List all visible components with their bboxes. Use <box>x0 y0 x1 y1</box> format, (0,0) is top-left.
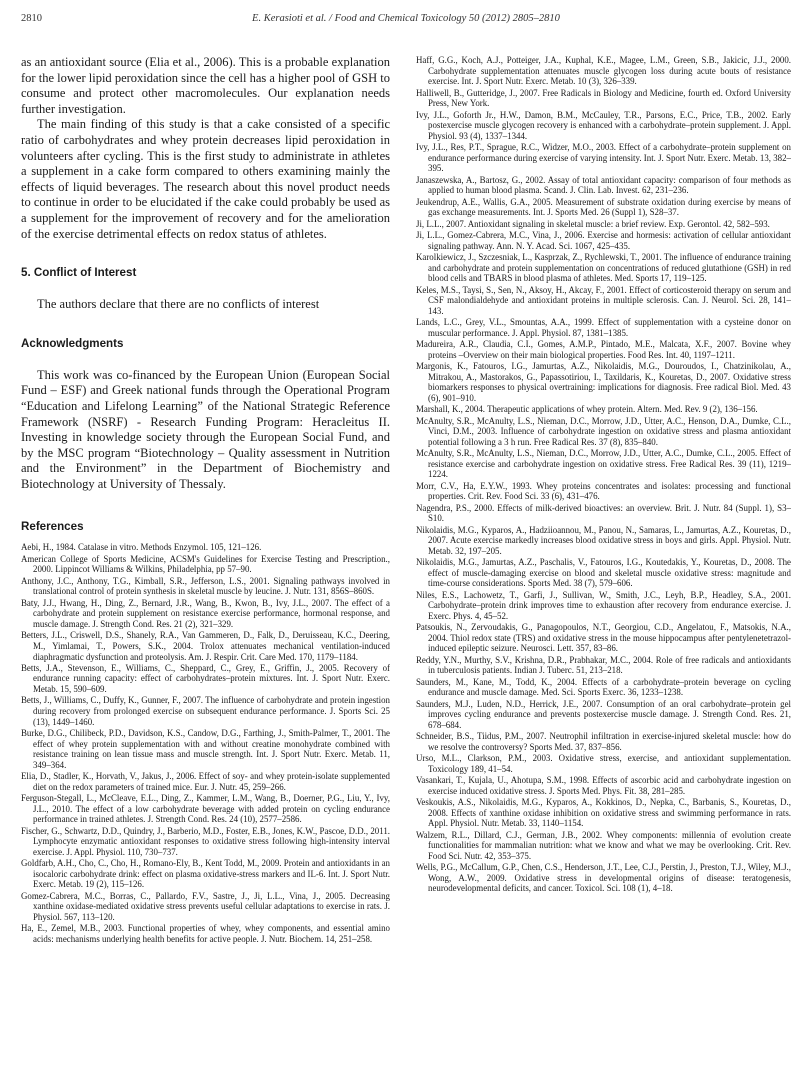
reference-item: Ji, L.L., Gomez-Cabrera, M.C., Vina, J., 2006. Exercise and hormesis: activation of cellular antioxidant signaling pathway. Ann. N. Y. Acad. Sci. 1067, 425–435. <box>416 229 791 251</box>
reference-item: Saunders, M.J., Luden, N.D., Herrick, J.E., 2007. Consumption of an oral carbohydrate–protein gel improves cycling endurance and prevents postexercise muscle damage. J. Strength Cond. Res. 21, 678–684. <box>416 698 791 730</box>
reference-item: Gomez-Cabrera, M.C., Borras, C., Pallardo, F.V., Sastre, J., Ji, L.L., Vina, J., 2005. Decreasing xanthine oxidase-mediated oxidative stress prevents useful cellular adaptations to exercise in rats. J. Physiol. 567, 113–120. <box>21 890 390 922</box>
reference-item: Betts, J.A., Stevenson, E., Williams, C., Sheppard, C., Grey, E., Griffin, J., 2005. Recovery of endurance running capacity: effect of carbohydrates–protein mixtures. Int. J. Sport Nutr. Exerc. Metab. 15, 590–609. <box>21 662 390 695</box>
reference-item: Fischer, G., Schwartz, D.D., Quindry, J., Barberio, M.D., Foster, E.B., Jones, K.W., Pascoe, D.D., 2011. Lymphocyte enzymatic antioxidant responses to oxidative stress following high-intensity interval exercise. J. Appl. Physiol. 110, 730–737. <box>21 825 390 857</box>
reference-item: Ji, L.L., 2007. Antioxidant signaling in skeletal muscle: a brief review. Exp. Gerontol. 42, 582–593. <box>416 218 770 229</box>
reference-item: Burke, D.G., Chilibeck, P.D., Davidson, K.S., Candow, D.G., Farthing, J., Smith-Palmer, T., 2001. The effect of whey protein supplementation with and without creatine monohydrate combined with resistance training on lean tissue mass and muscle strength. Int. J. Sport Nutr. Exerc. Metab. 11, 349–364. <box>21 728 390 770</box>
page-header <box>21 13 791 31</box>
reference-item: Aebi, H., 1984. Catalase in vitro. Methods Enzymol. 105, 121–126. <box>21 542 262 553</box>
reference-item: Halliwell, B., Gutteridge, J., 2007. Free Radicals in Biology and Medicine, fourth ed. Oxford University Press, New York. <box>416 87 791 109</box>
right-column <box>416 55 791 945</box>
reference-item: Niles, E.S., Lachowetz, T., Garfi, J., Sullivan, W., Smith, J.C., Leyh, B.P., Headley, S.A., 2001. Carbohydrate–protein drink improves time to exhaustion after recovery from endurance exercise. J. Exerc. Phys. 4, 45–52. <box>416 589 791 621</box>
reference-list-right <box>416 55 791 894</box>
conflict-text: The authors declare that there are no conflicts of interest <box>37 297 320 312</box>
reference-item: Karolkiewicz, J., Szczesniak, L., Kasprzak, Z., Rychlewski, T., 2001. The influence of endurance training and carbohydrate and protein supplementation on concentrations of reduced glutathione (GSH) in red blood cells and TBARS in blood plasma of athletes. Med. Sports 17, 119–125. <box>416 251 791 284</box>
body-paragraph: The main finding of this study is that a cake consisted of a specific ratio of carbohydrates and whey protein decreases lipid peroxidation in volunteers after cycling. This is the first study to administrate in athletes a supplement in a cake form compared to others examining mainly the effects of liquid beverages. The research about this novel product needs to continue in order to be elucidated if the cake could probably be used as a supplement for the improvement of recovery and for the amelioration of the exercise detrimental effects on redox status of athletes. <box>21 117 390 241</box>
reference-item: Reddy, Y.N., Murthy, S.V., Krishna, D.R., Prabhakar, M.C., 2004. Role of free radicals and antioxidants in tuberculosis patients. Indian J. Tuberc. 51, 213–218. <box>416 654 791 676</box>
reference-item: American College of Sports Medicine, ACSM's Guidelines for Exercise Testing and Prescription., 2000. Lippincot Williams & Wilkins, Philadelphia, pp 57–90. <box>21 553 390 575</box>
reference-item: Ivy, J.L., Goforth Jr., H.W., Damon, B.M., McCauley, T.R., Parsons, E.C., Price, T.B., 2002. Early postexercise muscle glycogen recovery is enhanced with a carbohydrate–protein supplement. J. Appl. Physiol. 93 (4), 1337–1344. <box>416 109 791 141</box>
reference-item: Morr, C.V., Ha, E.Y.W., 1993. Whey proteins concentrates and isolates: processing and functional properties. Crit. Rev. Food Sci. 33 (6), 431–476. <box>416 480 791 502</box>
reference-item: Ferguson-Stegall, L., McCleave, E.L., Ding, Z., Kammer, L.M., Wang, B., Doerner, P.G., Liu, Y., Ivy, J.L., 2010. The effect of a low carbohydrate beverage with added protein on cycling endurance performance in trained athletes. J. Strength Cond. Res. 24 (10), 2577–2586. <box>21 793 390 825</box>
reference-item: Nikolaidis, M.G., Jamurtas, A.Z., Paschalis, V., Fatouros, I.G., Koutedakis, Y., Kouretas, D., 2008. The effect of muscle-damaging exercise on blood and skeletal muscle oxidative stress: magnitude and time-course considerations. Sports Med. 38 (7), 579–606. <box>416 557 791 589</box>
left-column <box>21 55 390 945</box>
reference-item: Margonis, K., Fatouros, I.G., Jamurtas, A.Z., Nikolaidis, M.G., Douroudos, I., Chatzinikolau, A., Mitrakou, A., Mastorakos, G., Papassotiriou, I., Taxildaris, K., Kouretas, D., 2007. Oxidative stress biomarkers responses to physical overtraining: implications for diagnosis. Free radical Biol. Med. 43 (6), 901–910. <box>416 361 791 403</box>
reference-item: McAnulty, S.R., McAnulty, L.S., Nieman, D.C., Morrow, J.D., Utter, A.C., Henson, D.A., Dumke, C.L., Vinci, D.M., 2003. Influence of carbohydrate ingestion on oxidative stress and plasma antioxidant potential following a 3 h run. Free Radical Res. 37 (8), 835–840. <box>416 415 791 447</box>
reference-item: Betters, J.L., Criswell, D.S., Shanely, R.A., Van Gammeren, D., Falk, D., Deruisseau, K.C., Deering, M., Yimlamai, T., Powers, S.K., 2004. Trolox attenuates mechanical ventilation-induced diaphragmatic dysfunction and proteolysis. Am. J. Respir. Crit. Care Med. 170, 1179–1184. <box>21 630 390 662</box>
two-column-body <box>21 55 791 945</box>
reference-item: Anthony, J.C., Anthony, T.G., Kimball, S.R., Jefferson, L.S., 2001. Signaling pathways involved in translational control of protein synthesis in skeletal muscle by leucine. J. Nutr. 131, 856S–860S. <box>21 575 390 597</box>
acknowledgments-heading: Acknowledgments <box>21 336 124 350</box>
reference-item: Lands, L.C., Grey, V.L., Smountas, A.A., 1999. Effect of supplementation with a cysteine donor on muscular performance. J. Appl. Physiol. 87, 1381–1385. <box>416 317 791 338</box>
conflict-heading: 5. Conflict of Interest <box>21 266 137 280</box>
reference-item: Baty, J.J., Hwang, H., Ding, Z., Bernard, J.R., Wang, B., Kwon, B., Ivy, J.L., 2007. The effect of a carbohydrate and protein supplement on resistance exercise performance, hormonal response, and muscle damage. J. Strength Cond. Res. 21 (2), 321–329. <box>21 597 390 629</box>
reference-item: Ivy, J.L., Res, P.T., Sprague, R.C., Widzer, M.O., 2003. Effect of a carbohydrate–protein supplement on endurance performance during exercise of varying intensity. Int. J. Sport Nutr. Exerc. Metab. 13, 382–395. <box>416 142 791 174</box>
reference-item: Betts, J., Williams, C., Duffy, K., Gunner, F., 2007. The influence of carbohydrate and protein ingestion during recovery from prolonged exercise on subsequent endurance performance. J. Sports Sci. 25 (13), 1449–1460. <box>21 695 390 727</box>
reference-item: Elia, D., Stadler, K., Horvath, V., Jakus, J., 2006. Effect of soy- and whey protein-isolate supplemented diet on the redox parameters of trained mice. Eur. J. Nutr. 45, 259–266. <box>21 771 390 792</box>
reference-item: Patsoukis, N., Zervoudakis, G., Panagopoulos, N.T., Georgiou, C.D., Angelatou, F., Matsokis, N.A., 2004. Thiol redox state (TRS) and oxidative stress in the mouse hippocampus after pentylenetetrazol-induced epileptic seizure. Neurosci. Lett. 357, 83–86. <box>416 622 791 654</box>
reference-item: McAnulty, S.R., McAnulty, L.S., Nieman, D.C., Morrow, J.D., Utter, A.C., Dumke, C.L., 2005. Effect of resistance exercise and carbohydrate ingestion on oxidative stress. Free Radical Res. 39 (11), 1219–1224. <box>416 448 791 480</box>
reference-item: Keles, M.S., Taysi, S., Sen, N., Aksoy, H., Akcay, F., 2001. Effect of corticosteroid therapy on serum and CSF malondialdehyde and antioxidant proteins in multiple sclerosis. Can. J. Neurol. Sci. 28, 141–143. <box>416 284 791 316</box>
reference-list-left <box>21 542 390 944</box>
reference-item: Nikolaidis, M.G., Kyparos, A., Hadziioannou, M., Panou, N., Samaras, L., Jamurtas, A.Z., Kouretas, D., 2007. Acute exercise markedly increases blood oxidative stress in boys and girls. Appl. Physiol. Nutr. Metab. 32, 197–205. <box>416 524 791 556</box>
reference-item: Wells, P.G., McCallum, G.P., Chen, C.S., Henderson, J.T., Lee, C.J., Perstin, J., Preston, T.J., Wiley, M.J., Wong, A.W., 2009. Oxidative stress in developmental origins of disease: teratogenesis, neurodevelopmental deficits, and cancer. Toxicol. Sci. 108 (1), 4–18. <box>416 862 791 894</box>
body-paragraph: as an antioxidant source (Elia et al., 2006). This is a probable explanation for the lower lipid peroxidation since the cell has a higher pool of GSH to consume and protect other macromolecules. Our explanation needs further investigation. <box>21 55 390 116</box>
reference-item: Veskoukis, A.S., Nikolaidis, M.G., Kyparos, A., Kokkinos, D., Nepka, C., Barbanis, S., Kouretas, D., 2008. Effects of xanthine oxidase inhibition on oxidative stress and swimming performance in rats. Appl. Physiol. Nutr. Metab. 33, 1140–1154. <box>416 797 791 829</box>
reference-item: Nagendra, P.S., 2000. Effects of milk-derived bioactives: an overview. Brit. J. Nutr. 84 (Suppl. 1), S3–S10. <box>416 502 791 524</box>
reference-item: Schneider, B.S., Tiidus, P.M., 2007. Neutrophil infiltration in exercise-injured skeletal muscle: how do we resolve the controversy? Sports Med. 37, 837–856. <box>416 731 791 752</box>
reference-item: Madureira, A.R., Claudia, C.I., Gomes, A.M.P., Pintado, M.E., Malcata, X.F., 2007. Bovine whey proteins –Overview on their main biological properties. Food Res. Int. 40, 1197–1211. <box>416 339 791 360</box>
reference-item: Urso, M.L., Clarkson, P.M., 2003. Oxidative stress, exercise, and antioxidant supplementation. Toxicology 189, 41–54. <box>416 753 791 774</box>
reference-item: Walzem, R.L., Dillard, C.J., German, J.B., 2002. Whey components: millennia of evolution create functionalities for mammalian nutrition: what we know and what we may be overlooking. Crit. Rev. Food Sci. Nutr. 42, 353–375. <box>416 829 791 861</box>
reference-item: Ha, E., Zemel, M.B., 2003. Functional properties of whey, whey components, and essential amino acids: mechanisms underlying health benefits for active people. J. Nutr. Biochem. 14, 251–258. <box>21 923 390 944</box>
page-number: 2810 <box>21 13 42 24</box>
running-title: E. Kerasioti et al. / Food and Chemical Toxicology 50 (2012) 2805–2810 <box>252 13 560 24</box>
reference-item: Janaszewska, A., Bartosz, G., 2002. Assay of total antioxidant capacity: comparison of four methods as applied to human blood plasma. Scand. J. Clin. Lab. Invest. 62, 231–236. <box>416 174 791 196</box>
references-heading: References <box>21 520 84 534</box>
reference-item: Marshall, K., 2004. Therapeutic applications of whey protein. Altern. Med. Rev. 9 (2), 136–156. <box>416 404 758 415</box>
reference-item: Goldfarb, A.H., Cho, C., Cho, H., Romano-Ely, B., Kent Todd, M., 2009. Protein and antioxidants in an isocaloric carbohydrate drink: effect on plasma oxidative-stress markers and IL-6. Int. J. Sport Nutr. Exerc. Metab. 19 (2), 115–126. <box>21 858 390 890</box>
acknowledgments-text: This work was co-financed by the European Union (European Social Fund – ESF) and Greek national funds through the Operational Program “Education and Lifelong Learning” of the National Strategic Reference Framework (NSRF) - Research Funding Program: Heracleitus II. Investing in knowledge society through the European Social Fund, and by the MSC program “Biotechnology – Quality assessment in Nutrition and the Environment” in the Department of Biochemistry and Biotechnology at University of Thessaly. <box>21 367 390 491</box>
reference-item: Jeukendrup, A.E., Wallis, G.A., 2005. Measurement of substrate oxidation during exercise by means of gas exchange measurements. Int. J. Sports Med. 26 (Suppl 1), S28–37. <box>416 196 791 218</box>
reference-item: Haff, G.G., Koch, A.J., Potteiger, J.A., Kuphal, K.E., Magee, L.M., Green, S.B., Jakicic, J.J., 2000. Carbohydrate supplementation attenuates muscle glycogen loss during acute bouts of resistance exercise. Int. J. Sport Nutr. Exerc. Metab. 10 (3), 326–339. <box>416 55 791 87</box>
reference-item: Saunders, M., Kane, M., Todd, K., 2004. Effects of a carbohydrate–protein beverage on cycling endurance and muscle damage. Med. Sci. Sports Exerc. 36, 1233–1238. <box>416 676 791 698</box>
reference-item: Vasankari, T., Kujala, U., Ahotupa, S.M., 1998. Effects of ascorbic acid and carbohydrate ingestion on exercise induced oxidative stress. J. Sports Med. Phys. Fit. 38, 281–285. <box>416 775 791 796</box>
